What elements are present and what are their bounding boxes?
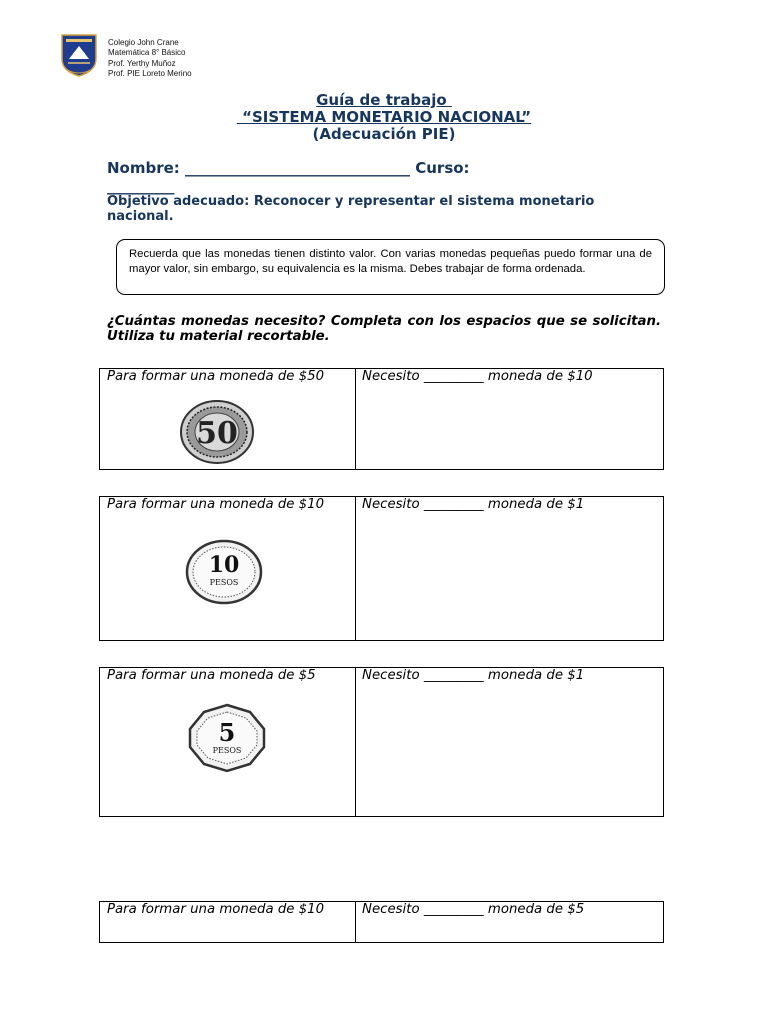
teacher-name: Prof. Yerthy Muñoz bbox=[108, 58, 176, 68]
coin-50-pesos-icon bbox=[179, 399, 255, 465]
reminder-note-box bbox=[116, 239, 665, 295]
coin-sub: PESOS bbox=[209, 578, 239, 587]
task-cell-left bbox=[100, 497, 356, 640]
school-info bbox=[108, 38, 192, 80]
objective-text: Objetivo adecuado: Reconocer y representar el sistema monetario nacional. bbox=[107, 194, 595, 224]
title-line-3: (Adecuación PIE) bbox=[312, 125, 456, 143]
name-field-line: Nombre: ______________________________ Curso: bbox=[107, 159, 470, 177]
task-cell-left bbox=[100, 902, 356, 942]
document-title bbox=[0, 92, 768, 143]
task-cell-left bbox=[100, 668, 356, 816]
task-cell-left bbox=[100, 369, 356, 469]
coin-sub: PESOS bbox=[212, 746, 242, 755]
task-prompt: Para formar una moneda de $10 bbox=[107, 497, 325, 512]
task-table-1 bbox=[99, 368, 664, 470]
coin-label: 5 bbox=[218, 718, 236, 747]
task-answer: Necesito _________ moneda de $5 bbox=[362, 902, 585, 917]
task-answer: Necesito _________ moneda de $1 bbox=[362, 497, 585, 512]
pie-teacher-name: Prof. PIE Loreto Merino bbox=[108, 69, 192, 79]
school-name: Colegio John Crane bbox=[108, 38, 179, 47]
task-answer: Necesito _________ moneda de $10 bbox=[362, 369, 593, 384]
coin-label: 50 bbox=[196, 416, 238, 451]
task-table-3 bbox=[99, 667, 664, 817]
title-line-2: “SISTEMA MONETARIO NACIONAL” bbox=[236, 108, 532, 126]
coin-5-pesos-icon bbox=[186, 703, 268, 773]
task-cell-right bbox=[356, 668, 663, 816]
task-answer: Necesito _________ moneda de $1 bbox=[362, 668, 585, 683]
task-table-4 bbox=[99, 901, 664, 943]
task-prompt: Para formar una moneda de $5 bbox=[107, 668, 316, 683]
instruction-text: ¿Cuántas monedas necesito? Completa con los espacios que se solicitan. Utiliza tu material recortable. bbox=[107, 314, 661, 344]
course-name: Matemática 8° Básico bbox=[108, 48, 186, 58]
reminder-note-text: Recuerda que las monedas tienen distinto valor. Con varias monedas pequeñas puedo formar una de mayor valor, sin embargo, su equivalencia es la misma. Debes trabajar de forma ordenada. bbox=[129, 248, 652, 275]
task-cell-right bbox=[356, 369, 663, 469]
task-prompt: Para formar una moneda de $10 bbox=[107, 902, 325, 917]
task-table-2 bbox=[99, 496, 664, 641]
task-cell-right bbox=[356, 497, 663, 640]
coin-10-pesos-icon bbox=[184, 539, 264, 605]
title-line-1: Guía de trabajo bbox=[316, 91, 452, 109]
coin-label: 10 bbox=[208, 552, 240, 578]
task-prompt: Para formar una moneda de $50 bbox=[107, 369, 325, 384]
task-cell-right bbox=[356, 902, 663, 942]
school-crest-logo bbox=[60, 33, 98, 77]
curso-field-blank: _________ bbox=[107, 177, 175, 195]
